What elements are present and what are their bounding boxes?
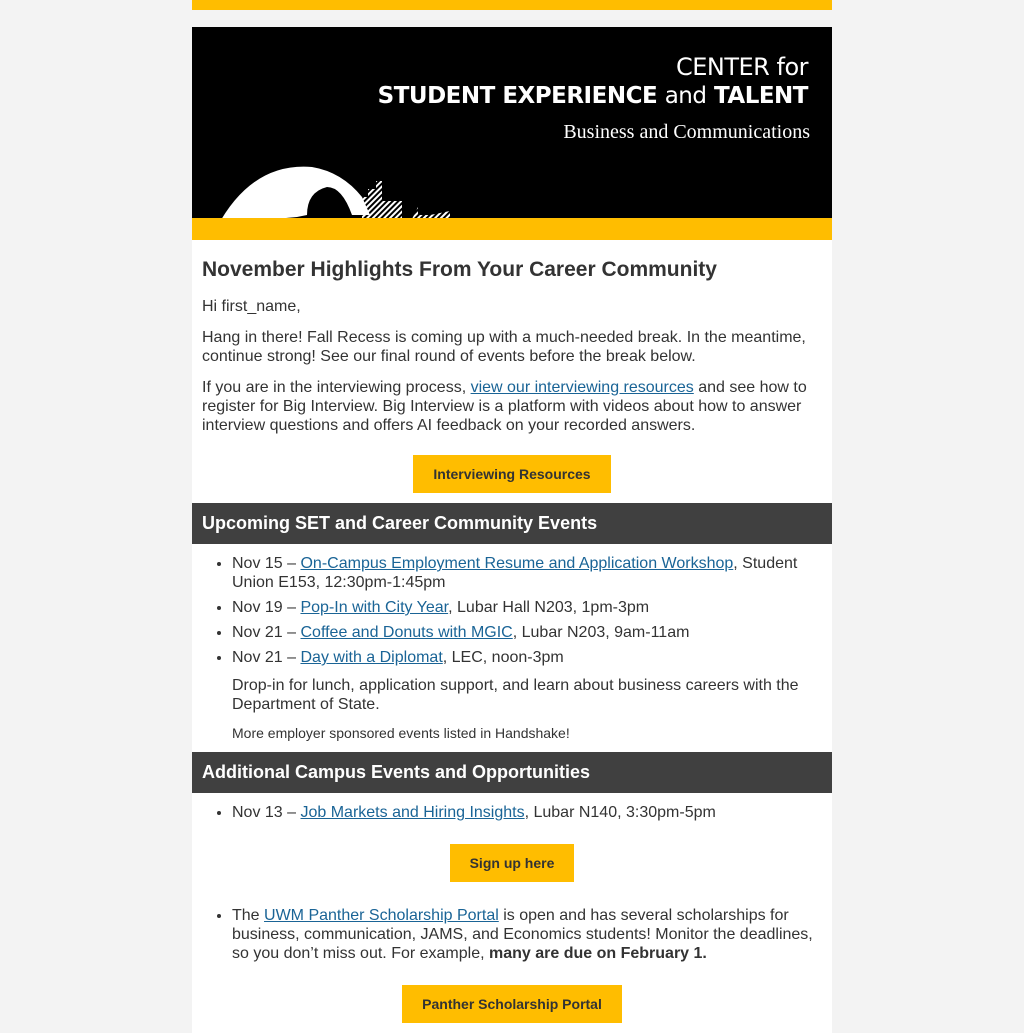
banner-line1: CENTER for	[675, 53, 808, 81]
interviewing-resources-link[interactable]: view our interviewing resources	[470, 379, 694, 396]
text: The	[232, 907, 265, 924]
event-item	[232, 554, 822, 592]
panther-scholarship-portal-button[interactable]: Panther Scholarship Portal	[402, 985, 622, 1023]
event-link[interactable]: Job Markets and Hiring Insights	[300, 804, 525, 821]
interviewing-resources-button[interactable]: Interviewing Resources	[413, 455, 610, 493]
additional-events-list	[202, 803, 822, 822]
interview-paragraph	[202, 378, 822, 435]
banner-text: STUDENT EXPERIENCE	[377, 83, 658, 109]
event-details: , Lubar N140, 3:30pm-5pm	[524, 804, 716, 821]
handshake-note: More employer sponsored events listed in Handshake!	[232, 725, 570, 741]
event-details: , LEC, noon-3pm	[442, 649, 564, 666]
banner-line3: Business and Communications	[563, 121, 810, 143]
section-header-additional-events: Additional Campus Events and Opportunities	[192, 752, 832, 793]
top-accent-bar	[192, 0, 832, 10]
upcoming-events-list	[202, 554, 822, 667]
event-date: Nov 13 –	[232, 804, 301, 821]
event-item	[232, 803, 822, 822]
event-link[interactable]: Day with a Diplomat	[300, 649, 443, 666]
event-date: Nov 19 –	[232, 599, 301, 616]
banner-accent-bar	[192, 218, 832, 240]
greeting: Hi first_name,	[202, 298, 301, 315]
scholarship-portal-link[interactable]: UWM Panther Scholarship Portal	[264, 907, 499, 924]
event-link[interactable]: On-Campus Employment Resume and Application Workshop	[300, 555, 734, 572]
spacer	[192, 10, 832, 27]
sign-up-button[interactable]: Sign up here	[450, 844, 575, 882]
event-date: Nov 15 –	[232, 555, 301, 572]
banner-line2	[378, 83, 808, 109]
banner-text: and	[664, 83, 707, 109]
event-details: , Lubar Hall N203, 1pm-3pm	[448, 599, 650, 616]
event-link[interactable]: Coffee and Donuts with MGIC	[300, 624, 513, 641]
scholarship-item	[232, 906, 822, 963]
event-details: , Lubar N203, 9am-11am	[512, 624, 690, 641]
diplomat-note: Drop-in for lunch, application support, and learn about business careers with the Department of State.	[232, 677, 799, 713]
intro-paragraph: Hang in there! Fall Recess is coming up with a much-needed break. In the meantime, continue strong! See our final round of events before the break below.	[202, 329, 806, 365]
event-item	[232, 598, 822, 617]
section-header-upcoming-events: Upcoming SET and Career Community Events	[192, 503, 832, 544]
header-banner	[192, 27, 832, 240]
event-details: , Student Union E153, 12:30pm-1:45pm	[232, 555, 798, 591]
text: and see how to register for Big Interview. Big Interview is a platform with videos about how to answer interview questions and offers AI feedback on your recorded answers.	[202, 379, 807, 434]
banner-text: TALENT	[713, 83, 808, 109]
event-date: Nov 21 –	[232, 624, 301, 641]
event-date: Nov 21 –	[232, 649, 301, 666]
event-link[interactable]: Pop-In with City Year	[300, 599, 449, 616]
deadline-emphasis: many are due on February 1.	[489, 945, 707, 962]
scholarship-list	[202, 906, 822, 963]
event-item	[232, 648, 822, 667]
email-body	[192, 0, 832, 1033]
text: If you are in the interviewing process,	[202, 379, 471, 396]
event-item	[232, 623, 822, 642]
text: is open and has several scholarships for business, communication, JAMS, and Economics students! Monitor the deadlines, so you don’t miss out. For example,	[232, 907, 813, 962]
page-title: November Highlights From Your Career Community	[202, 258, 717, 281]
